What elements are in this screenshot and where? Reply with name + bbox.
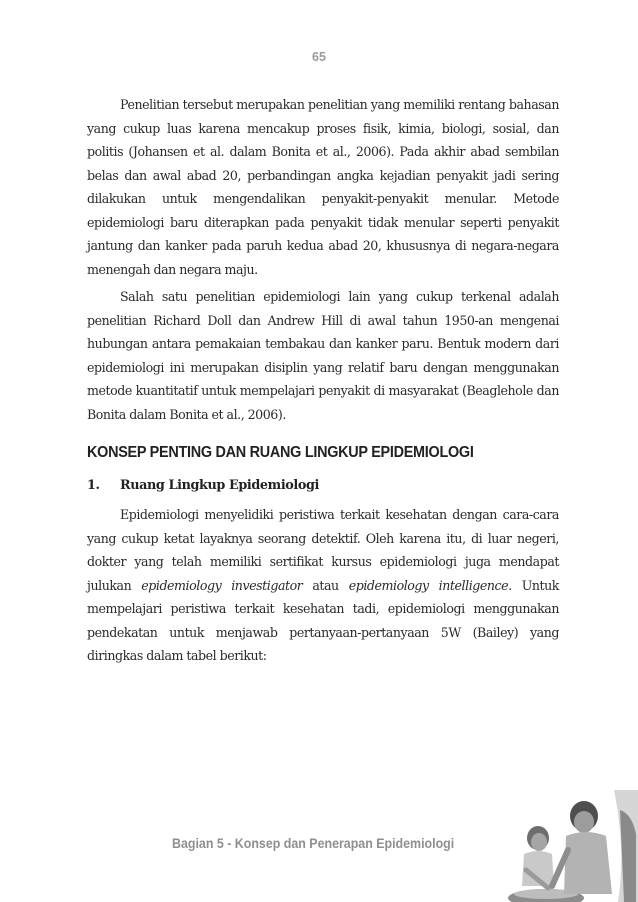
section-heading: KONSEP PENTING DAN RUANG LINGKUP EPIDEMIOLOGI	[87, 444, 474, 461]
chapter-footer: Bagian 5 - Konsep dan Penerapan Epidemiologi	[172, 836, 455, 851]
term-epidemiology-intelligence: epidemiology intelligence	[348, 577, 509, 593]
subsection-heading	[87, 474, 559, 497]
paragraph-3-part-1: Epidemiologi menyelidiki peristiwa terkait kesehatan dengan cara-cara yang cukup ketat layaknya seorang detektif. Oleh karena itu, di luar negeri, dokter yang telah memiliki sertifikat kursus epidemiologi juga mendapat julukan	[87, 507, 559, 593]
paragraph-1: Penelitian tersebut merupakan penelitian yang memiliki rentang bahasan yang cukup luas karena mencakup proses fisik, kimia, biologi, sosial, dan politis (Johansen et al. dalam Bonita et al., 2006). Pada akhir abad sembilan belas dan awal abad 20, perbandingan angka kejadian penyakit jadi sering dilakukan untuk mengendalikan penyakit-penyakit menular. Metode epidemiologi baru diterapkan pada penyakit tidak menular seperti penyakit jantung dan kanker pada paruh kedua abad 20, khususnya di negara-negara menengah dan negara maju.	[87, 97, 559, 277]
paragraph-2: Salah satu penelitian epidemiologi lain yang cukup terkenal adalah penelitian Richard Doll dan Andrew Hill di awal tahun 1950-an mengenai hubungan antara pemakaian tembakau dan kanker paru. Bentuk modern dari epidemiologi ini merupakan disiplin yang relatif baru dengan menggunakan metode kuantitatif untuk mempelajari penyakit di masyarakat (Beaglehole dan Bonita dalam Bonita et al., 2006).	[87, 289, 559, 422]
page-number: 65	[312, 50, 326, 64]
main-content	[87, 93, 559, 672]
subsection-title: Ruang Lingkup Epidemiologi	[120, 478, 320, 493]
paragraph-3-part-2: atau	[302, 577, 349, 593]
subsection-number: 1.	[87, 478, 100, 493]
paragraph-3-part-3: . Untuk mempelajari peristiwa terkait kesehatan tadi, epidemiologi menggunakan pendekatan untuk menjawab pertanyaan-pertanyaan 5W (Bailey) yang diringkas dalam tabel berikut:	[87, 577, 559, 663]
term-epidemiology-investigator: epidemiology investigator	[141, 577, 303, 593]
paragraph-3	[87, 503, 559, 668]
children-washing-hands-photo	[486, 790, 638, 902]
